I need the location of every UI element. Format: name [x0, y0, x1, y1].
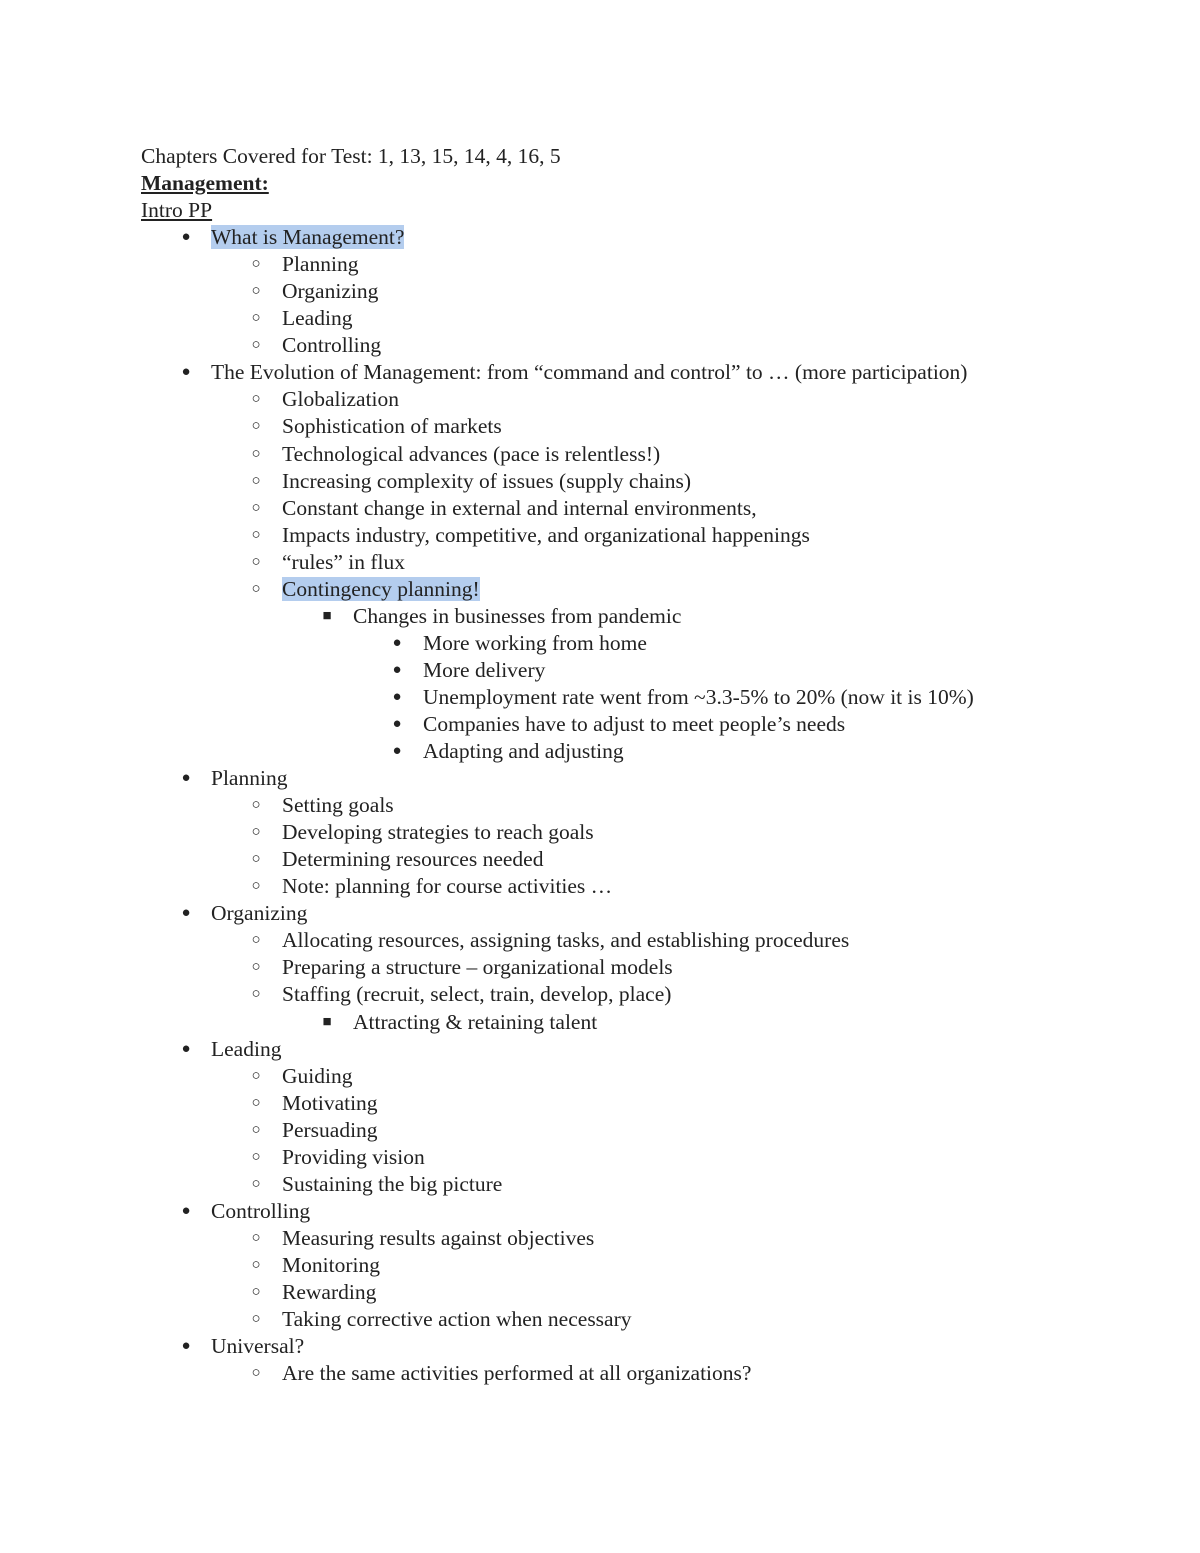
list-item: [141, 981, 1141, 1008]
bullet-icon: ○: [251, 553, 261, 570]
bullet-icon: ○: [251, 580, 261, 597]
bullet-icon: ■: [322, 607, 332, 624]
list-item-text: Allocating resources, assigning tasks, and establishing procedures: [282, 928, 850, 953]
list-item: [141, 846, 1141, 873]
list-item-text: Setting goals: [282, 793, 394, 818]
list-item: [141, 792, 1141, 819]
list-item: [141, 386, 1141, 413]
bullet-icon: ○: [251, 959, 261, 976]
list-item-text: Rewarding: [282, 1279, 377, 1304]
list-item-text: Unemployment rate went from ~3.3-5% to 20% (now it is 10%): [423, 684, 974, 709]
list-item-text: “rules” in flux: [282, 549, 405, 574]
list-item-text: Motivating: [282, 1090, 378, 1115]
outline-list: [141, 224, 1141, 1387]
list-item: [141, 1144, 1141, 1171]
bullet-icon: ●: [392, 743, 402, 760]
list-item-text: Controlling: [282, 333, 382, 358]
bullet-icon: ○: [251, 824, 261, 841]
bullet-icon: ○: [251, 1067, 261, 1084]
bullet-icon: ○: [251, 1148, 261, 1165]
list-item-text: Globalization: [282, 387, 400, 412]
list-item: [141, 711, 1141, 738]
list-item-text: Measuring results against objectives: [282, 1225, 595, 1250]
bullet-icon: ■: [322, 1013, 332, 1030]
list-item: [141, 954, 1141, 981]
list-item-text: Leading: [282, 306, 353, 331]
list-item: [141, 224, 1141, 251]
list-item-text: Contingency planning!: [282, 576, 480, 601]
document-page: [141, 143, 1141, 1387]
list-item: [141, 1063, 1141, 1090]
list-item-text: More working from home: [423, 630, 647, 655]
list-item: [141, 1198, 1141, 1225]
section-heading: Management:: [141, 171, 269, 196]
bullet-icon: ○: [251, 283, 261, 300]
bullet-icon: ○: [251, 499, 261, 516]
bullet-icon: ●: [392, 661, 402, 678]
list-item-text: Taking corrective action when necessary: [282, 1307, 632, 1332]
bullet-icon: ●: [181, 905, 191, 922]
bullet-icon: ●: [392, 715, 402, 732]
list-item-text: Companies have to adjust to meet people’s needs: [423, 711, 846, 736]
list-item-text: Planning: [282, 252, 359, 277]
bullet-icon: ●: [181, 1040, 191, 1057]
bullet-icon: ○: [251, 1121, 261, 1138]
list-item: [141, 1306, 1141, 1333]
list-item: [141, 927, 1141, 954]
list-item-text: Sophistication of markets: [282, 414, 502, 439]
bullet-icon: ○: [251, 418, 261, 435]
list-item-text: Guiding: [282, 1063, 353, 1088]
list-item: [141, 1090, 1141, 1117]
list-item-text: Providing vision: [282, 1144, 425, 1169]
list-item-text: More delivery: [423, 657, 546, 682]
list-item: [141, 1117, 1141, 1144]
list-item: [141, 1009, 1141, 1036]
list-item: [141, 684, 1141, 711]
list-item: [141, 522, 1141, 549]
list-item-text: Sustaining the big picture: [282, 1171, 503, 1196]
list-item: [141, 1252, 1141, 1279]
bullet-icon: ○: [251, 1365, 261, 1382]
bullet-icon: ○: [251, 986, 261, 1003]
list-item: [141, 657, 1141, 684]
list-item-text: Developing strategies to reach goals: [282, 820, 594, 845]
bullet-icon: ○: [251, 851, 261, 868]
list-item-text: Determining resources needed: [282, 847, 544, 872]
bullet-icon: ○: [251, 1094, 261, 1111]
bullet-icon: ○: [251, 1229, 261, 1246]
list-item: [141, 738, 1141, 765]
list-item-text: Attracting & retaining talent: [353, 1009, 598, 1034]
list-item: [141, 278, 1141, 305]
bullet-icon: ○: [251, 472, 261, 489]
bullet-icon: ○: [251, 1311, 261, 1328]
bullet-icon: ○: [251, 337, 261, 354]
list-item: [141, 630, 1141, 657]
list-item: [141, 1171, 1141, 1198]
list-item-text: Technological advances (pace is relentless!): [282, 441, 661, 466]
list-item-text: Persuading: [282, 1117, 378, 1142]
list-item: [141, 873, 1141, 900]
bullet-icon: ○: [251, 256, 261, 273]
list-item: [141, 576, 1141, 603]
bullet-icon: ○: [251, 932, 261, 949]
bullet-icon: ○: [251, 310, 261, 327]
bullet-icon: ○: [251, 797, 261, 814]
list-item: [141, 1333, 1141, 1360]
list-item: [141, 1225, 1141, 1252]
bullet-icon: ○: [251, 526, 261, 543]
list-item: [141, 305, 1141, 332]
chapters-line: Chapters Covered for Test: 1, 13, 15, 14, 4, 16, 5: [141, 144, 561, 168]
list-item: [141, 413, 1141, 440]
list-item-text: Planning: [211, 766, 288, 791]
list-item-text: Adapting and adjusting: [423, 739, 624, 764]
bullet-icon: ○: [251, 445, 261, 462]
list-item-text: Leading: [211, 1036, 282, 1061]
list-item-text: Are the same activities performed at all organizations?: [282, 1361, 752, 1386]
list-item: [141, 468, 1141, 495]
list-item-text: What is Management?: [211, 225, 405, 250]
list-item: [141, 900, 1141, 927]
bullet-icon: ○: [251, 878, 261, 895]
list-item-text: Controlling: [211, 1198, 311, 1223]
list-item: [141, 1036, 1141, 1063]
bullet-icon: ●: [392, 688, 402, 705]
bullet-icon: ○: [251, 1175, 261, 1192]
list-item-text: The Evolution of Management: from “command and control” to … (more participation): [211, 360, 968, 385]
bullet-icon: ●: [181, 364, 191, 381]
bullet-icon: ○: [251, 391, 261, 408]
list-item: [141, 765, 1141, 792]
list-item: [141, 359, 1141, 386]
bullet-icon: ●: [181, 229, 191, 246]
bullet-icon: ●: [181, 1338, 191, 1355]
list-item: [141, 332, 1141, 359]
list-item: [141, 441, 1141, 468]
list-item: [141, 819, 1141, 846]
list-item-text: Preparing a structure – organizational models: [282, 955, 673, 980]
list-item-text: Organizing: [211, 901, 308, 926]
bullet-icon: ●: [181, 1202, 191, 1219]
list-item-text: Increasing complexity of issues (supply chains): [282, 468, 692, 493]
list-item: [141, 1279, 1141, 1306]
list-item-text: Impacts industry, competitive, and organizational happenings: [282, 522, 810, 547]
subheading: Intro PP: [141, 198, 213, 223]
list-item-text: Note: planning for course activities …: [282, 874, 613, 899]
list-item: [141, 251, 1141, 278]
list-item: [141, 495, 1141, 522]
list-item-text: Constant change in external and internal environments,: [282, 495, 757, 520]
list-item-text: Universal?: [211, 1334, 305, 1359]
bullet-icon: ●: [181, 770, 191, 787]
list-item-text: Organizing: [282, 279, 379, 304]
list-item-text: Staffing (recruit, select, train, develop, place): [282, 982, 672, 1007]
bullet-icon: ●: [392, 634, 402, 651]
list-item: [141, 1360, 1141, 1387]
list-item-text: Changes in businesses from pandemic: [353, 603, 682, 628]
bullet-icon: ○: [251, 1283, 261, 1300]
list-item: [141, 549, 1141, 576]
list-item-text: Monitoring: [282, 1252, 380, 1277]
list-item: [141, 603, 1141, 630]
bullet-icon: ○: [251, 1256, 261, 1273]
